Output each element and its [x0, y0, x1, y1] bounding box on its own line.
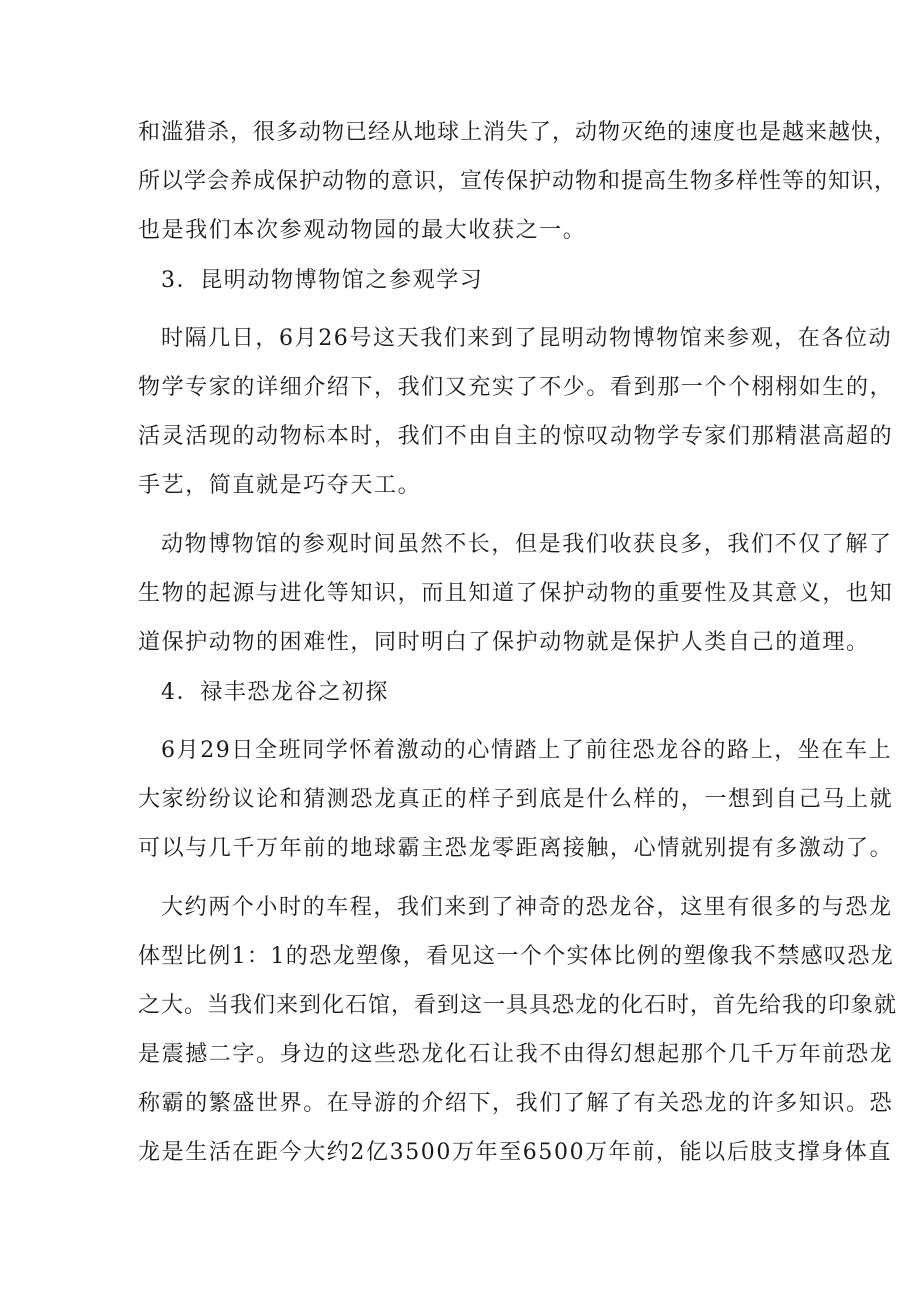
section-heading: 4．禄丰恐龙谷之初探	[161, 680, 389, 705]
paragraph-line: 称霸的繁盛世界。在导游的介绍下，我们了解了有关恐龙的许多知识。恐	[138, 1091, 894, 1116]
paragraph-line: 龙是生活在距今大约2亿3500万年至6500万年前，能以后肢支撑身体直	[138, 1140, 892, 1165]
paragraph-line: 6月29日全班同学怀着激动的心情踏上了前往恐龙谷的路上，坐在车上	[161, 738, 893, 763]
paragraph-line: 可以与几千万年前的地球霸主恐龙零距离接触，心情就别提有多激动了。	[138, 836, 894, 861]
paragraph-line: 之大。当我们来到化石馆，看到这一具具恐龙的化石时，首先给我的印象就	[138, 993, 898, 1018]
paragraph-line: 是震撼二字。身边的这些恐龙化石让我不由得幻想起那个几千万年前恐龙	[138, 1042, 894, 1067]
paragraph-line: 所以学会养成保护动物的意识，宣传保护动物和提高生物多样性等的知识，	[138, 169, 898, 194]
paragraph-line: 物学专家的详细介绍下，我们又充实了不少。看到那一个个栩栩如生的，	[138, 375, 894, 400]
paragraph-line: 手艺，简直就是巧夺天工。	[138, 473, 422, 498]
paragraph-line: 大家纷纷议论和猜测恐龙真正的样子到底是什么样的，一想到自己马上就	[138, 787, 894, 812]
paragraph-line: 也是我们本次参观动物园的最大收获之一。	[138, 218, 587, 243]
paragraph-line: 和滥猎杀，很多动物已经从地球上消失了，动物灭绝的速度也是越来越快，	[138, 120, 898, 145]
paragraph-line: 大约两个小时的车程，我们来到了神奇的恐龙谷，这里有很多的与恐龙	[161, 895, 893, 920]
paragraph-line: 活灵活现的动物标本时，我们不由自主的惊叹动物学专家们那精湛高超的	[138, 424, 894, 449]
paragraph-line: 生物的起源与进化等知识，而且知道了保护动物的重要性及其意义，也知	[138, 581, 894, 606]
paragraph-line: 体型比例1：1的恐龙塑像，看见这一个个实体比例的塑像我不禁感叹恐龙	[138, 944, 895, 969]
paragraph-line: 时隔几日，6月26号这天我们来到了昆明动物博物馆来参观，在各位动	[161, 326, 893, 351]
paragraph-line: 动物博物馆的参观时间虽然不长，但是我们收获良多，我们不仅了解了	[161, 532, 893, 557]
section-heading: 3．昆明动物博物馆之参观学习	[161, 268, 484, 293]
paragraph-line: 道保护动物的困难性，同时明白了保护动物就是保护人类自己的道理。	[138, 630, 870, 655]
